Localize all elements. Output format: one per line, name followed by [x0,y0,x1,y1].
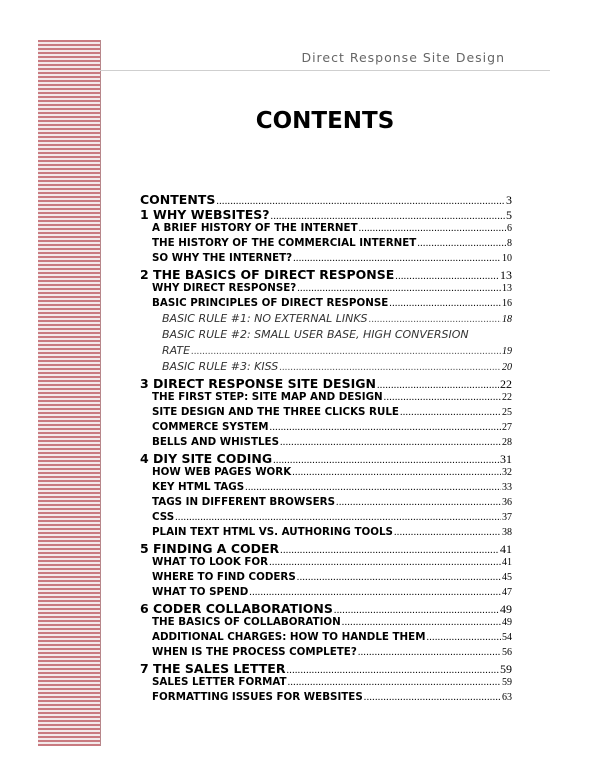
dot-leader [191,346,501,357]
dot-leader [364,692,501,703]
toc-entry[interactable] [140,406,512,421]
toc-entry-label: WHAT TO LOOK FOR [152,556,269,568]
toc-entry[interactable] [140,436,512,451]
toc-entry-label: WHEN IS THE PROCESS COMPLETE? [152,646,357,658]
toc-entry-label: SALES LETTER FORMAT [152,676,287,688]
dot-leader [216,196,505,207]
toc-page-number: 54 [502,632,512,643]
toc-entry-label: PLAIN TEXT HTML VS. AUTHORING TOOLS [152,526,393,538]
toc-entry[interactable] [140,646,512,661]
dot-leader [377,380,499,391]
toc-page-number: 28 [502,437,512,448]
toc-entry-label: FORMATTING ISSUES FOR WEBSITES [152,691,363,703]
toc-page-number: 13 [500,268,512,282]
toc-entry[interactable] [140,282,512,297]
dot-leader [245,482,501,493]
dot-leader [358,647,501,658]
dot-leader [389,298,501,309]
dot-leader [279,362,501,373]
toc-page-number: 59 [502,677,512,688]
dot-leader [269,557,501,568]
toc-entry-label: WHERE TO FIND CODERS [152,571,296,583]
toc-chapter[interactable] [140,451,512,466]
toc-entry[interactable] [140,691,512,706]
dot-leader [288,677,501,688]
dot-leader [426,632,501,643]
dot-leader [273,455,499,466]
toc-entry-label: COMMERCE SYSTEM [152,421,269,433]
dot-leader [342,617,501,628]
toc-entry-label: 4 DIY SITE CODING [140,451,273,466]
toc-page-number: 33 [502,482,512,493]
toc-page-number: 3 [506,193,512,207]
toc-page-number: 45 [502,572,512,583]
dot-leader [293,253,501,264]
toc-entry-label: BASIC RULE #2: SMALL USER BASE, HIGH CONVERSION [162,328,469,341]
toc-entry[interactable] [140,297,512,312]
toc-entry-label: TAGS IN DIFFERENT BROWSERS [152,496,336,508]
toc-entry-label: 3 DIRECT RESPONSE SITE DESIGN [140,376,376,391]
toc-page-number: 19 [502,346,512,357]
toc-page-number: 36 [502,497,512,508]
toc-entry[interactable] [140,312,512,328]
dot-leader [369,314,501,325]
toc-entry[interactable] [140,466,512,481]
toc-page-number: 6 [507,223,512,234]
toc-entry[interactable] [140,526,512,541]
dot-leader [249,587,501,598]
toc-entry[interactable] [140,586,512,601]
page-title: CONTENTS [255,108,395,134]
toc-entry-label: CSS [152,511,175,523]
toc-chapter[interactable] [140,661,512,676]
toc-page-number: 37 [502,512,512,523]
toc-page-number: 59 [500,662,512,676]
toc-entry[interactable] [140,571,512,586]
toc-entry-continuation[interactable] [140,344,512,360]
toc-page-number: 5 [506,208,512,222]
dot-leader [359,223,506,234]
toc-chapter[interactable] [140,376,512,391]
toc-page-number: 10 [502,253,512,264]
toc-page-number: 49 [500,602,512,616]
toc-entry[interactable] [140,237,512,252]
toc-entry-label: THE FIRST STEP: SITE MAP AND DESIGN [152,391,383,403]
toc-entry[interactable] [140,556,512,571]
dot-leader [334,605,499,616]
toc-entry-label: KEY HTML TAGS [152,481,245,493]
dot-leader [417,238,506,249]
toc-entry-label: SO WHY THE INTERNET? [152,252,293,264]
toc-chapter[interactable] [140,601,512,616]
running-header: Direct Response Site Design [301,50,505,65]
dot-leader [336,497,501,508]
toc-entry-label: A BRIEF HISTORY OF THE INTERNET [152,222,358,234]
dot-leader [280,437,501,448]
toc-entry-label: HOW WEB PAGES WORK [152,466,292,478]
toc-entry-label: SITE DESIGN AND THE THREE CLICKS RULE [152,406,399,418]
toc-entry-label: 5 FINDING A CODER [140,541,280,556]
toc-page-number: 20 [502,362,512,373]
toc-entry-label: BASIC PRINCIPLES OF DIRECT RESPONSE [152,297,389,309]
toc-chapter[interactable] [140,267,512,282]
toc-entry-label: ADDITIONAL CHARGES: HOW TO HANDLE THEM [152,631,426,643]
toc-entry-label: WHAT TO SPEND [152,586,249,598]
dot-leader [286,665,499,676]
toc-entry-label: WHY DIRECT RESPONSE? [152,282,297,294]
toc-entry-label: 1 WHY WEBSITES? [140,207,270,222]
dot-leader [394,527,501,538]
toc-page-number: 22 [500,377,512,391]
toc-entry[interactable] [140,421,512,436]
toc-entry[interactable] [140,391,512,406]
toc-entry-label: CONTENTS [140,192,216,207]
toc-page-number: 31 [500,452,512,466]
decorative-side-stripe [38,40,101,746]
toc-chapter[interactable] [140,207,512,222]
dot-leader [400,407,501,418]
toc-entry[interactable] [140,222,512,237]
header-rule [100,70,550,71]
toc-entry-label: BASIC RULE #3: KISS [162,360,279,373]
dot-leader [271,211,505,222]
toc-page-number: 27 [502,422,512,433]
toc-entry[interactable] [140,360,512,376]
toc-entry[interactable] [140,252,512,267]
toc-page-number: 47 [502,587,512,598]
dot-leader [292,467,501,478]
toc-page-number: 41 [502,557,512,568]
dot-leader [297,283,501,294]
toc-entry[interactable] [140,481,512,496]
toc-page-number: 56 [502,647,512,658]
dot-leader [270,422,501,433]
toc-page-number: 22 [502,392,512,403]
toc-entry[interactable] [140,511,512,526]
toc-entry-label: THE HISTORY OF THE COMMERCIAL INTERNET [152,237,417,249]
toc-page-number: 18 [502,314,512,325]
dot-leader [297,572,501,583]
toc-page-number: 8 [507,238,512,249]
toc-entry-label: BASIC RULE #1: NO EXTERNAL LINKS [162,312,368,325]
table-of-contents [140,192,512,706]
toc-page-number: 25 [502,407,512,418]
toc-entry[interactable] [140,328,512,344]
toc-page-number: 38 [502,527,512,538]
toc-page-number: 49 [502,617,512,628]
dot-leader [280,545,499,556]
dot-leader [175,512,501,523]
toc-page-number: 13 [502,283,512,294]
dot-leader [395,271,499,282]
toc-entry-label: BELLS AND WHISTLES [152,436,279,448]
toc-chapter[interactable] [140,192,512,207]
toc-entry-label: 2 THE BASICS OF DIRECT RESPONSE [140,267,395,282]
toc-entry-label: 7 THE SALES LETTER [140,661,286,676]
toc-entry[interactable] [140,676,512,691]
toc-entry[interactable] [140,616,512,631]
toc-entry-label: 6 CODER COLLABORATIONS [140,601,333,616]
toc-page-number: 63 [502,692,512,703]
dot-leader [384,392,501,403]
toc-chapter[interactable] [140,541,512,556]
toc-entry[interactable] [140,496,512,511]
toc-page-number: 16 [502,298,512,309]
toc-page-number: 41 [500,542,512,556]
toc-entry[interactable] [140,631,512,646]
toc-page-number: 32 [502,467,512,478]
toc-entry-label: RATE [162,344,191,357]
toc-entry-label: THE BASICS OF COLLABORATION [152,616,341,628]
